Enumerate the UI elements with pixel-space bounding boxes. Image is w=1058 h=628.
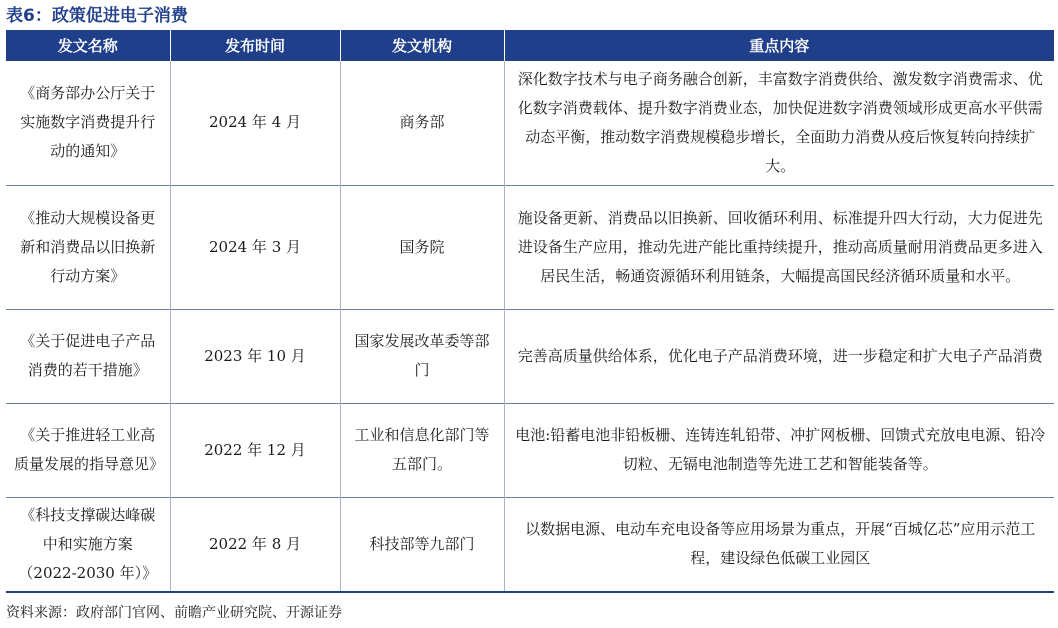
source-note: 资料来源：政府部门官网、前瞻产业研究院、开源证券 — [6, 605, 342, 621]
table-row — [6, 61, 1054, 185]
cell-publish-date: 2024 年 4 月 — [170, 61, 340, 185]
cell-issuing-org: 商务部 — [340, 61, 504, 185]
cell-issuing-org: 国务院 — [340, 185, 504, 309]
cell-key-content: 施设备更新、消费品以旧换新、回收循环利用、标准提升四大行动，大力促进先进设备生产应用，推动先进产能比重持续提升，推动高质量耐用消费品更多进入居民生活，畅通资源循环利用链条，大幅提高国民经济循环质量和水平。 — [517, 208, 1043, 285]
cell-publish-date: 2022 年 12 月 — [170, 403, 340, 497]
cell-key-content: 电池:铅蓄电池非铅板栅、连铸连轧铅带、冲扩网板栅、回馈式充放电电源、铅冷切粒、无镉电池制造等先进工艺和智能装备等。 — [515, 426, 1046, 473]
table-row — [6, 309, 1054, 403]
cell-issuing-org: 国家发展改革委等部门 — [340, 309, 504, 403]
table-title: 表6：政策促进电子消费 — [6, 6, 188, 26]
header-issuing-org: 发文机构 — [340, 30, 504, 61]
cell-key-content: 以数据电源、电动车充电设备等应用场景为重点，开展“百城亿芯”应用示范工程，建设绿色低碳工业园区 — [525, 520, 1036, 568]
cell-issuing-org: 科技部等九部门 — [340, 497, 504, 592]
policy-table — [6, 30, 1054, 593]
cell-doc-name: 《关于推进轻工业高质量发展的指导意见》 — [6, 403, 170, 497]
cell-key-content: 完善高质量供给体系，优化电子产品消费环境，进一步稳定和扩大电子产品消费 — [517, 346, 1043, 365]
table-row — [6, 403, 1054, 497]
table-header-row — [6, 30, 1054, 61]
table-row — [6, 497, 1054, 592]
cell-publish-date: 2024 年 3 月 — [170, 185, 340, 309]
cell-key-content: 深化数字技术与电子商务融合创新，丰富数字消费供给、激发数字消费需求、优化数字消费载体、提升数字消费业态，加快促进数字消费领域形成更高水平供需动态平衡，推动数字消费规模稳步增长，全面助力消费从疫后恢复转向持续扩大。 — [517, 69, 1043, 175]
cell-doc-name: 《推动大规模设备更新和消费品以旧换新行动方案》 — [6, 185, 170, 309]
cell-doc-name: 《商务部办公厅关于实施数字消费提升行动的通知》 — [6, 61, 170, 185]
cell-publish-date: 2022 年 8 月 — [170, 497, 340, 592]
cell-doc-name: 《科技支撑碳达峰碳中和实施方案（2022-2030 年）》 — [6, 497, 170, 592]
cell-issuing-org: 工业和信息化部门等五部门。 — [340, 403, 504, 497]
cell-publish-date: 2023 年 10 月 — [170, 309, 340, 403]
header-publish-date: 发布时间 — [170, 30, 340, 61]
header-key-content: 重点内容 — [504, 30, 1054, 61]
cell-doc-name: 《关于促进电子产品消费的若干措施》 — [6, 309, 170, 403]
table-row — [6, 185, 1054, 309]
header-doc-name: 发文名称 — [6, 30, 170, 61]
